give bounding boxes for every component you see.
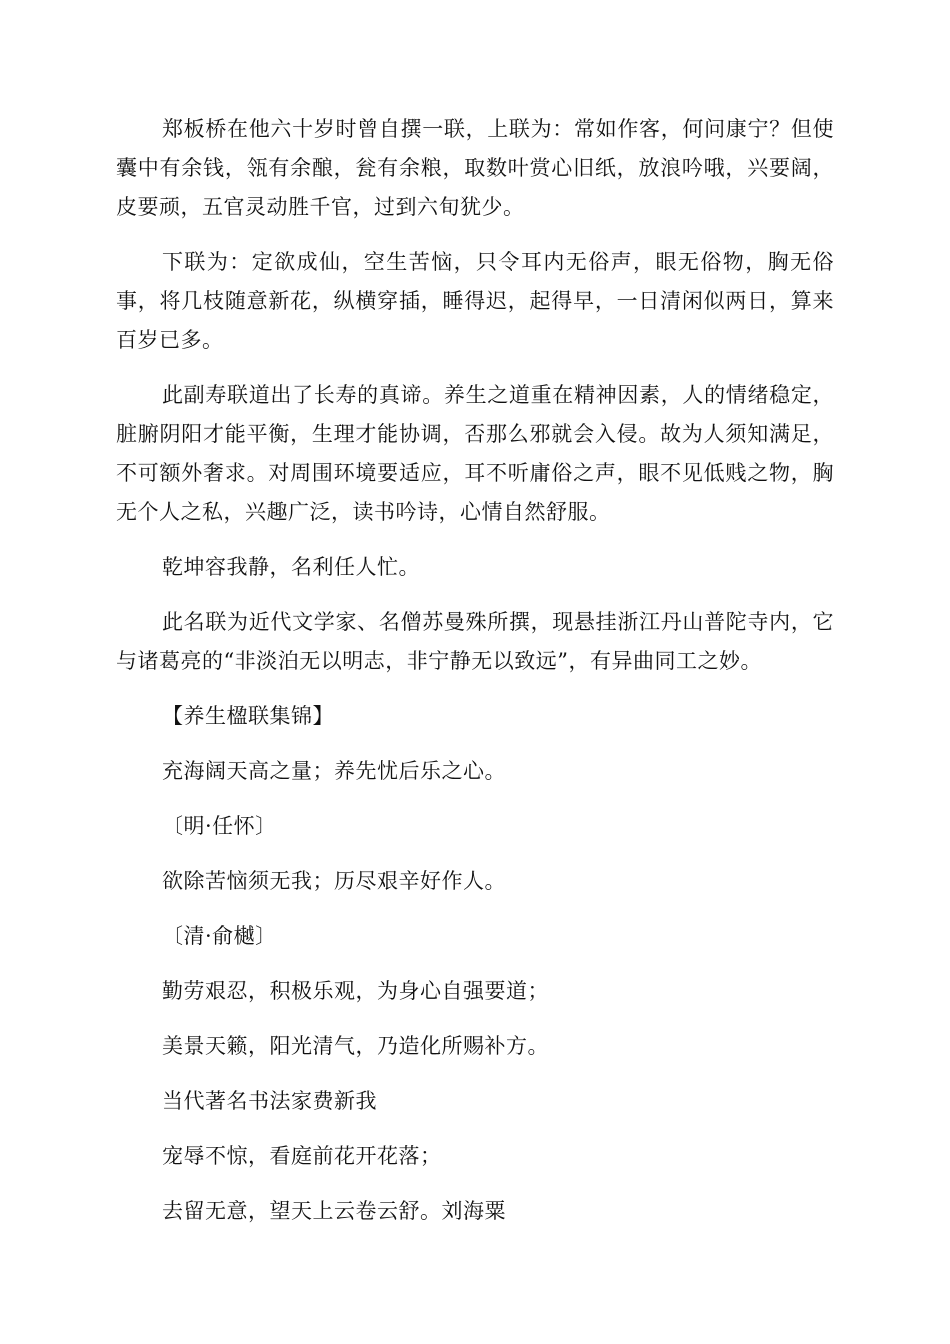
paragraph-zheng-banqiao-upper: 郑板桥在他六十岁时曾自撰一联，上联为：常如作客，何问康宁？但使囊中有余钱，瓴有余酿，瓮有余粮，取数叶赏心旧纸，放浪吟哦，兴要阔，皮要顽，五官灵动胜千官，过到六旬犹少。 xyxy=(116,117,834,219)
couplet-line-with-attribution: 去留无意，望天上云卷云舒。刘海粟 xyxy=(162,1199,506,1223)
couplet-attribution: 〔明·任怀〕 xyxy=(162,814,277,838)
couplet-attribution: 当代著名书法家费新我 xyxy=(162,1089,377,1113)
paragraph-su-manshu: 此名联为近代文学家、名僧苏曼殊所撰，现悬挂浙江丹山普陀寺内，它与诸葛亮的“非淡泊无以明志，非宁静无以致远”，有异曲同工之妙。 xyxy=(116,610,834,673)
couplet-line: 美景天籁，阳光清气，乃造化所赐补方。 xyxy=(162,1034,549,1058)
couplet-line: 欲除苦恼须无我；历尽艰辛好作人。 xyxy=(162,869,506,893)
couplet-line: 勤劳艰忍，积极乐观，为身心自强要道； xyxy=(162,979,549,1003)
paragraph-lower-couplet: 下联为：定欲成仙，空生苦恼，只令耳内无俗声，眼无俗物，胸无俗事，将几枝随意新花，纵横穿插，睡得迟，起得早，一日清闲似两日，算来百岁已多。 xyxy=(116,250,834,352)
couplet-attribution: 〔清·俞樾〕 xyxy=(162,924,277,948)
couplet-line: 充海阔天高之量；养先忧后乐之心。 xyxy=(162,759,506,783)
couplet-line: 宠辱不惊，看庭前花开花落； xyxy=(162,1144,442,1168)
paragraph-longevity-commentary: 此副寿联道出了长寿的真谛。养生之道重在精神因素，人的情绪稳定，脏腑阴阳才能平衡，生理才能协调，否那么邪就会入侵。故为人须知满足，不可额外奢求。对周围环境要适应，耳不听庸俗之声，眼不见低贱之物，胸无个人之私，兴趣广泛，读书吟诗，心情自然舒服。 xyxy=(116,383,834,524)
section-heading: 【养生楹联集锦】 xyxy=(162,704,334,728)
paragraph-qiankun-couplet: 乾坤容我静，名利任人忙。 xyxy=(162,555,420,579)
